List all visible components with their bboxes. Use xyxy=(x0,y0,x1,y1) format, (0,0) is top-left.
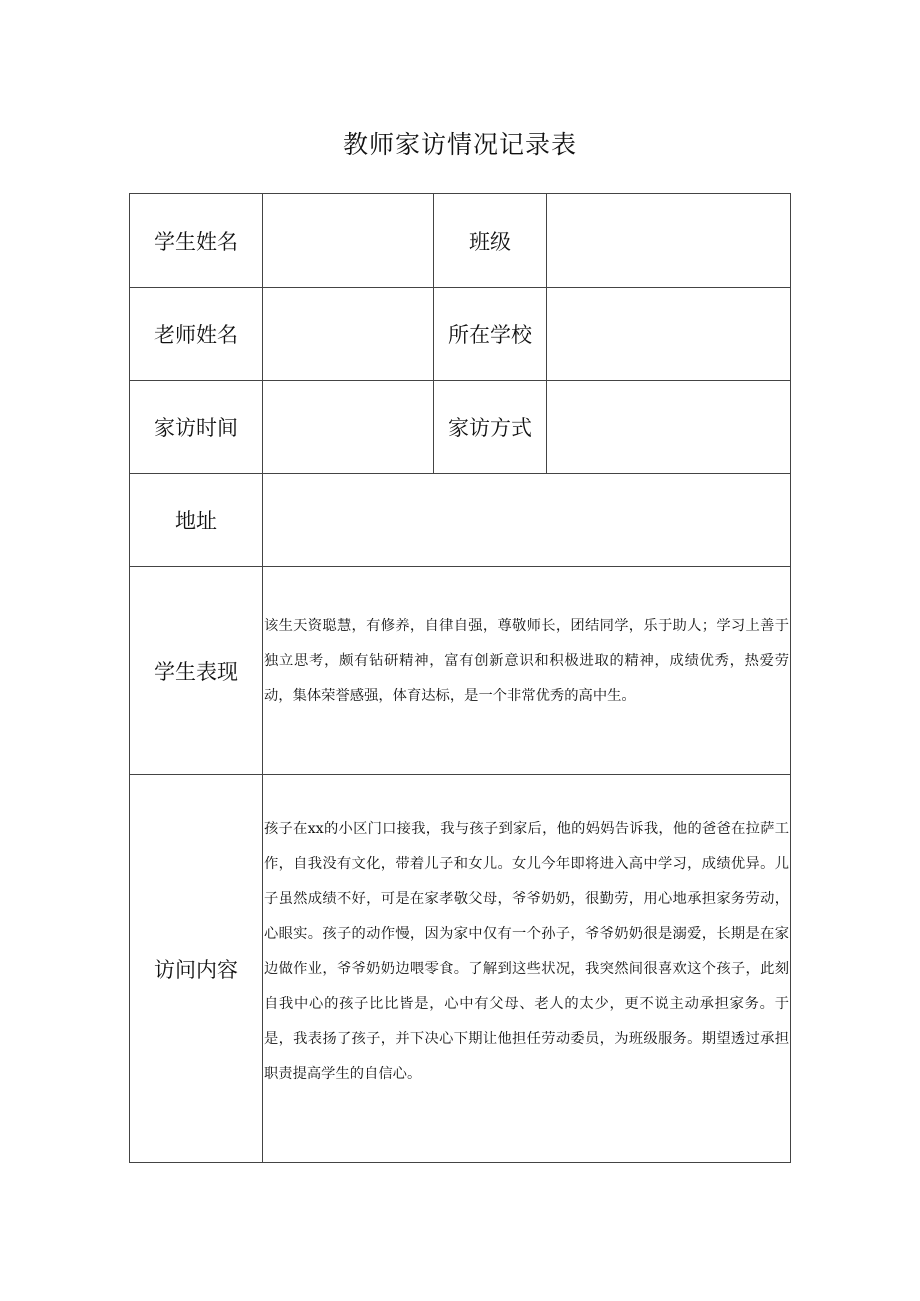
visit-method-label: 家访方式 xyxy=(434,381,547,474)
student-name-label: 学生姓名 xyxy=(130,194,263,288)
performance-label: 学生表现 xyxy=(130,567,263,775)
visit-content-cell[interactable] xyxy=(263,775,791,1163)
teacher-name-label: 老师姓名 xyxy=(130,288,263,381)
table-row xyxy=(130,381,791,474)
school-label: 所在学校 xyxy=(434,288,547,381)
visit-time-field[interactable] xyxy=(263,381,434,474)
class-label: 班级 xyxy=(434,194,547,288)
home-visit-record-table xyxy=(129,193,791,1163)
student-name-field[interactable] xyxy=(263,194,434,288)
visit-method-field[interactable] xyxy=(547,381,791,474)
school-field[interactable] xyxy=(547,288,791,381)
table-row xyxy=(130,775,791,1163)
table-row xyxy=(130,194,791,288)
address-field[interactable] xyxy=(263,474,791,567)
table-row xyxy=(130,474,791,567)
class-field[interactable] xyxy=(547,194,791,288)
document-title: 教师家访情况记录表 xyxy=(342,130,577,159)
visit-content-label: 访问内容 xyxy=(130,775,263,1163)
teacher-name-field[interactable] xyxy=(263,288,434,381)
performance-cell[interactable] xyxy=(263,567,791,775)
table-row xyxy=(130,567,791,775)
performance-text: 该生天资聪慧，有修养，自律自强，尊敬师长，团结同学，乐于助人；学习上善于独立思考，颇有钻研精神，富有创新意识和积极进取的精神，成绩优秀，热爱劳动，集体荣誉感强，体育达标，是一个非常优秀的高中生。 xyxy=(264,618,789,704)
visit-content-text: 孩子在xx的小区门口接我，我与孩子到家后，他的妈妈告诉我，他的爸爸在拉萨工作，自我没有文化，带着儿子和女儿。女儿今年即将进入高中学习，成绩优异。儿子虽然成绩不好，可是在家孝敬父母，爷爷奶奶，很勤劳，用心地承担家务劳动，心眼实。孩子的动作慢，因为家中仅有一个孙子，爷爷奶奶很是溺爱，长期是在家边做作业，爷爷奶奶边喂零食。了解到这些状况，我突然间很喜欢这个孩子，此刻自我中心的孩子比比皆是，心中有父母、老人的太少，更不说主动承担家务。于是，我表扬了孩子，并下决心下期让他担任劳动委员，为班级服务。期望透过承担职责提高学生的自信心。 xyxy=(264,821,789,1082)
visit-time-label: 家访时间 xyxy=(130,381,263,474)
table-row xyxy=(130,288,791,381)
address-label: 地址 xyxy=(130,474,263,567)
